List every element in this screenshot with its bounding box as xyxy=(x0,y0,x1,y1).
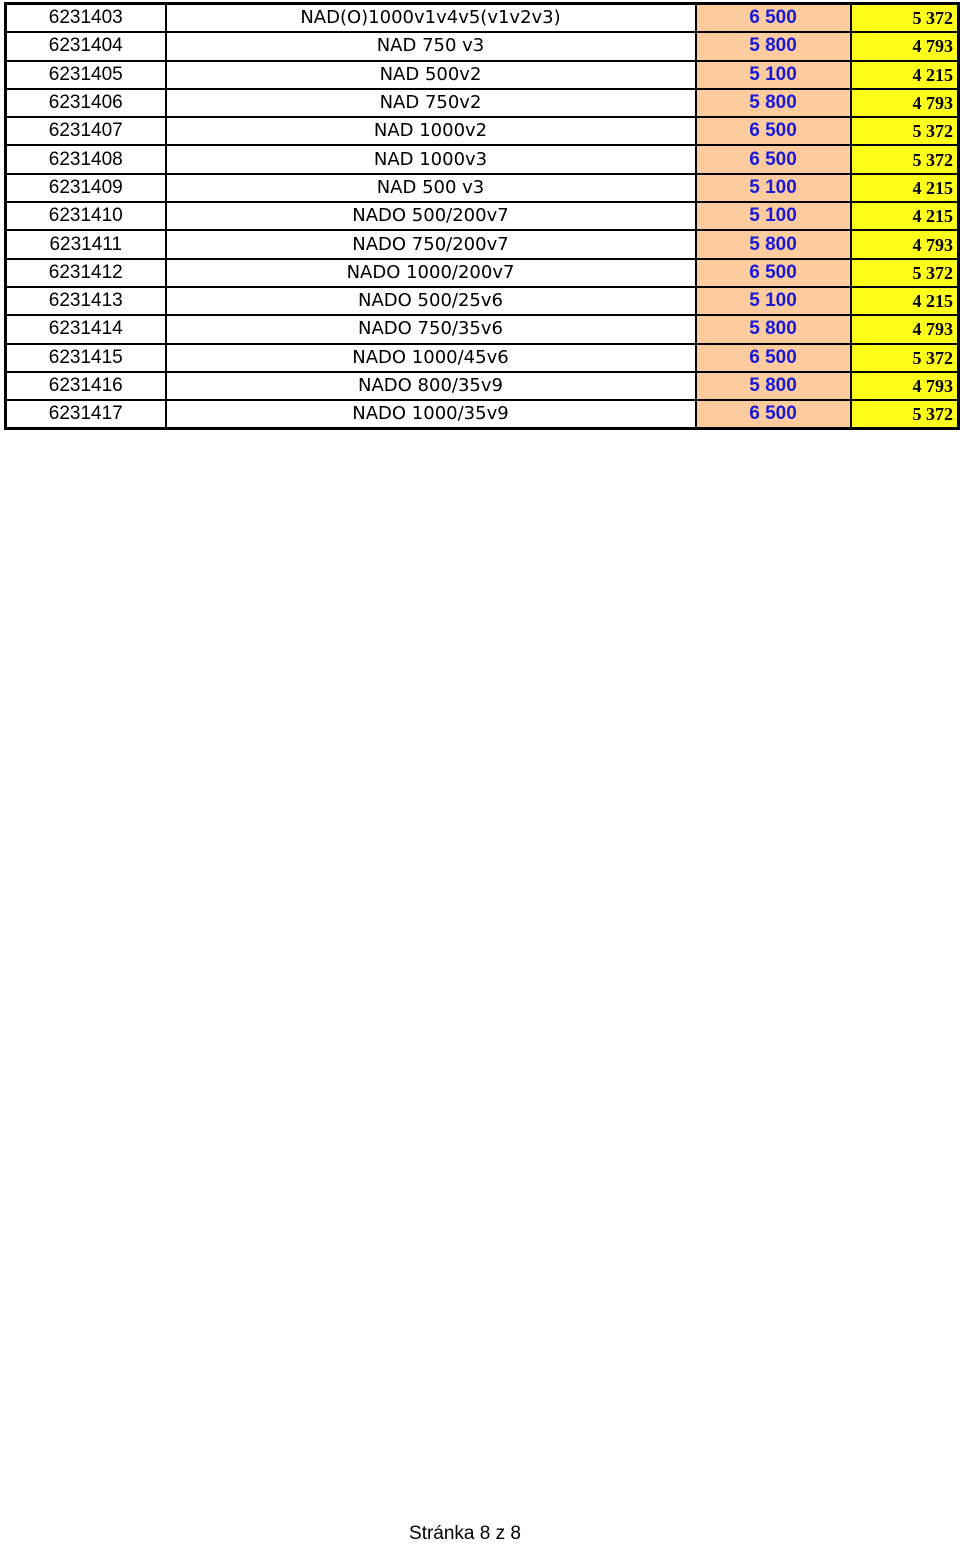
product-code-cell: 6231404 xyxy=(6,32,166,60)
table-row xyxy=(6,32,959,60)
price-cell: 6 500 xyxy=(696,400,851,429)
discount-price-cell: 5 372 xyxy=(851,344,959,372)
product-code-cell: 6231413 xyxy=(6,287,166,315)
discount-price-cell: 4 793 xyxy=(851,372,959,400)
table-row xyxy=(6,372,959,400)
price-cell: 5 100 xyxy=(696,174,851,202)
product-name-cell: NADO 750/200v7 xyxy=(166,230,696,258)
discount-price-cell: 4 215 xyxy=(851,287,959,315)
table-row xyxy=(6,287,959,315)
product-code-cell: 6231414 xyxy=(6,315,166,343)
product-code-cell: 6231411 xyxy=(6,230,166,258)
discount-price-cell: 5 372 xyxy=(851,400,959,429)
discount-price-cell: 4 215 xyxy=(851,202,959,230)
price-cell: 6 500 xyxy=(696,344,851,372)
product-name-cell: NAD 1000v3 xyxy=(166,145,696,173)
product-name-cell: NADO 750/35v6 xyxy=(166,315,696,343)
product-name-cell: NAD 750v2 xyxy=(166,89,696,117)
table-row xyxy=(6,315,959,343)
product-code-cell: 6231417 xyxy=(6,400,166,429)
price-cell: 5 100 xyxy=(696,287,851,315)
product-code-cell: 6231410 xyxy=(6,202,166,230)
price-table xyxy=(4,2,960,430)
table-row xyxy=(6,174,959,202)
product-code-cell: 6231412 xyxy=(6,259,166,287)
product-code-cell: 6231408 xyxy=(6,145,166,173)
price-cell: 6 500 xyxy=(696,145,851,173)
product-name-cell: NAD(O)1000v1v4v5(v1v2v3) xyxy=(166,4,696,33)
table-body xyxy=(6,4,959,429)
discount-price-cell: 5 372 xyxy=(851,4,959,33)
product-name-cell: NADO 800/35v9 xyxy=(166,372,696,400)
product-code-cell: 6231407 xyxy=(6,117,166,145)
price-cell: 5 100 xyxy=(696,202,851,230)
discount-price-cell: 4 215 xyxy=(851,61,959,89)
table-row xyxy=(6,61,959,89)
product-name-cell: NADO 500/200v7 xyxy=(166,202,696,230)
price-cell: 5 800 xyxy=(696,32,851,60)
product-name-cell: NADO 1000/45v6 xyxy=(166,344,696,372)
discount-price-cell: 4 215 xyxy=(851,174,959,202)
price-cell: 5 800 xyxy=(696,372,851,400)
discount-price-cell: 4 793 xyxy=(851,89,959,117)
table-row xyxy=(6,259,959,287)
discount-price-cell: 5 372 xyxy=(851,117,959,145)
discount-price-cell: 5 372 xyxy=(851,259,959,287)
table-row xyxy=(6,400,959,429)
table-row xyxy=(6,89,959,117)
product-name-cell: NADO 500/25v6 xyxy=(166,287,696,315)
product-name-cell: NAD 500v2 xyxy=(166,61,696,89)
price-cell: 6 500 xyxy=(696,117,851,145)
table-row xyxy=(6,145,959,173)
price-cell: 5 800 xyxy=(696,89,851,117)
price-cell: 5 800 xyxy=(696,315,851,343)
product-name-cell: NAD 1000v2 xyxy=(166,117,696,145)
discount-price-cell: 4 793 xyxy=(851,32,959,60)
price-cell: 5 800 xyxy=(696,230,851,258)
table-row xyxy=(6,202,959,230)
product-name-cell: NADO 1000/35v9 xyxy=(166,400,696,429)
table-row xyxy=(6,4,959,33)
discount-price-cell: 5 372 xyxy=(851,145,959,173)
price-cell: 5 100 xyxy=(696,61,851,89)
price-cell: 6 500 xyxy=(696,4,851,33)
discount-price-cell: 4 793 xyxy=(851,230,959,258)
page-footer: Stránka 8 z 8 xyxy=(409,1523,521,1544)
price-cell: 6 500 xyxy=(696,259,851,287)
table-row xyxy=(6,344,959,372)
product-code-cell: 6231409 xyxy=(6,174,166,202)
product-code-cell: 6231403 xyxy=(6,4,166,33)
table-row xyxy=(6,230,959,258)
table-row xyxy=(6,117,959,145)
discount-price-cell: 4 793 xyxy=(851,315,959,343)
product-name-cell: NAD 750 v3 xyxy=(166,32,696,60)
product-name-cell: NAD 500 v3 xyxy=(166,174,696,202)
product-name-cell: NADO 1000/200v7 xyxy=(166,259,696,287)
product-code-cell: 6231405 xyxy=(6,61,166,89)
product-code-cell: 6231416 xyxy=(6,372,166,400)
product-code-cell: 6231406 xyxy=(6,89,166,117)
product-code-cell: 6231415 xyxy=(6,344,166,372)
